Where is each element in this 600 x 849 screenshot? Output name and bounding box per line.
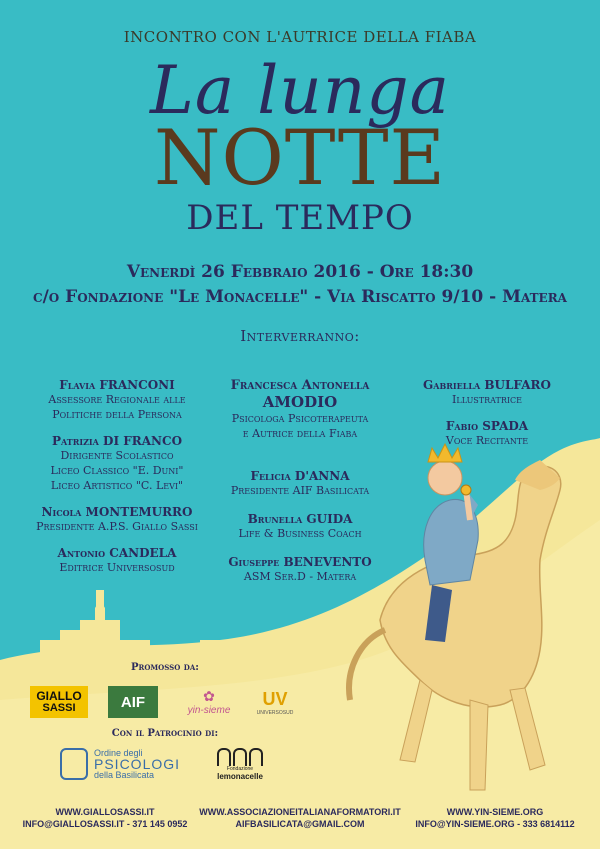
- speaker-name: Flavia FRANCONI: [59, 378, 175, 392]
- aif-logo: [108, 686, 158, 718]
- flower-icon: ✿: [203, 688, 215, 704]
- giallo-sassi-logo: [30, 686, 88, 718]
- footer-contact[interactable]: INFO@YIN-SIEME.ORG - 333 6814112: [415, 819, 575, 829]
- speaker-item: [22, 546, 212, 575]
- psicologi-logo: [60, 745, 190, 783]
- speaker-role: Dirigente Scolastico: [60, 449, 174, 462]
- speaker-item: [22, 434, 212, 493]
- footer-left: [10, 806, 200, 830]
- footer-web-link[interactable]: WWW.YIN-SIEME.ORG: [446, 807, 544, 817]
- arches-icon: [217, 748, 263, 766]
- speaker-role: Editrice Universosud: [59, 561, 175, 574]
- speaker-item: [392, 419, 582, 448]
- speaker-item: [205, 378, 395, 441]
- speaker-role: Illustratrice: [452, 393, 522, 406]
- logo-text: Fondazione: [226, 765, 254, 772]
- speaker-role: Assessore Regionale alle: [48, 393, 186, 406]
- patronage-label: Con il Patrocinio di:: [111, 728, 219, 739]
- monacelle-logo: [208, 742, 272, 786]
- speaker-role: e Autrice della Fiaba: [242, 427, 358, 440]
- footer-right: [400, 806, 590, 830]
- title-sub: DEL TEMPO: [186, 198, 414, 238]
- speaker-role: Presidente A.P.S. Giallo Sassi: [36, 520, 198, 533]
- speaker-item: [205, 469, 395, 498]
- speaker-role: Liceo Artistico "C. Levi": [50, 479, 184, 492]
- speaker-name: Giuseppe BENEVENTO: [228, 555, 372, 569]
- speaker-name: Patrizia DI FRANCO: [51, 434, 183, 448]
- logo-text: lemonacelle: [217, 771, 263, 781]
- speaker-name: AMODIO: [262, 393, 338, 411]
- logo-text: AIF: [120, 693, 146, 711]
- footer-center: [195, 806, 405, 830]
- title-script: La lunga: [150, 52, 450, 129]
- speaker-role: Voce Recitante: [445, 434, 529, 447]
- universosud-logo: [255, 684, 295, 720]
- speaker-name: Fabio SPADA: [445, 419, 529, 433]
- speaker-item: [205, 555, 395, 584]
- speaker-item: [392, 378, 582, 407]
- footer-web-link[interactable]: WWW.ASSOCIAZIONEITALIANAFORMATORI.IT: [199, 807, 401, 817]
- speaker-name: Brunella GUIDA: [247, 512, 353, 526]
- speaker-name: Francesca Antonella: [230, 378, 370, 393]
- logo-text: della Basilicata: [94, 769, 155, 780]
- speaker-item: [22, 505, 212, 534]
- event-date-line: Venerdì 26 Febbraio 2016 - Ore 18:30: [126, 262, 474, 282]
- title-big: NOTTE: [153, 113, 447, 202]
- speaker-name: Felicia D'ANNA: [250, 469, 350, 483]
- promo-label: Promosso da:: [130, 662, 199, 673]
- speaker-item: [22, 378, 212, 422]
- kicker-text: INCONTRO CON L'AUTRICE DELLA FIABA: [123, 28, 477, 46]
- logo-text: UNIVERSOSUD: [256, 709, 294, 716]
- event-place-line: c/o Fondazione "Le Monacelle" - Via Riscatto 9/10 - Matera: [33, 287, 567, 307]
- speaker-role: Presidente AIF Basilicata: [230, 484, 370, 497]
- speaker-role: Psicologa Psicoterapeuta: [231, 412, 369, 425]
- logo-text: PSICOLOGI: [94, 755, 181, 772]
- logo-text: GIALLO: [36, 689, 82, 703]
- uv-mark-icon: UV: [262, 688, 288, 709]
- speakers-center-column: [205, 378, 395, 584]
- footer-contact[interactable]: AIFBASILICATA@GMAIL.COM: [235, 819, 365, 829]
- footer-web-link[interactable]: WWW.GIALLOSASSI.IT: [55, 807, 155, 817]
- speakers-heading: Interverranno:: [240, 327, 360, 345]
- logo-text: SASSI: [42, 702, 76, 714]
- basilicata-map-icon: [60, 748, 88, 780]
- speaker-name: Antonio CANDELA: [57, 546, 177, 560]
- speakers-right-column: [392, 378, 582, 448]
- logo-text: yin-sieme: [187, 705, 231, 716]
- speaker-name: Nicola MONTEMURRO: [41, 505, 193, 519]
- speaker-role: Politiche della Persona: [52, 408, 182, 421]
- logo-text: Ordine degli: [94, 747, 143, 758]
- town-skyline: [40, 600, 230, 660]
- speaker-role: Liceo Classico "E. Duni": [50, 464, 184, 477]
- speaker-role: Life & Business Coach: [238, 527, 362, 540]
- speakers-left-column: [22, 378, 212, 575]
- speaker-role: ASM Ser.D - Matera: [243, 570, 357, 583]
- speaker-name: Gabriella BULFARO: [423, 378, 551, 392]
- yin-sieme-logo: [178, 686, 240, 718]
- speaker-item: [205, 512, 395, 541]
- footer-contact[interactable]: INFO@GIALLOSASSI.IT - 371 145 0952: [22, 819, 188, 829]
